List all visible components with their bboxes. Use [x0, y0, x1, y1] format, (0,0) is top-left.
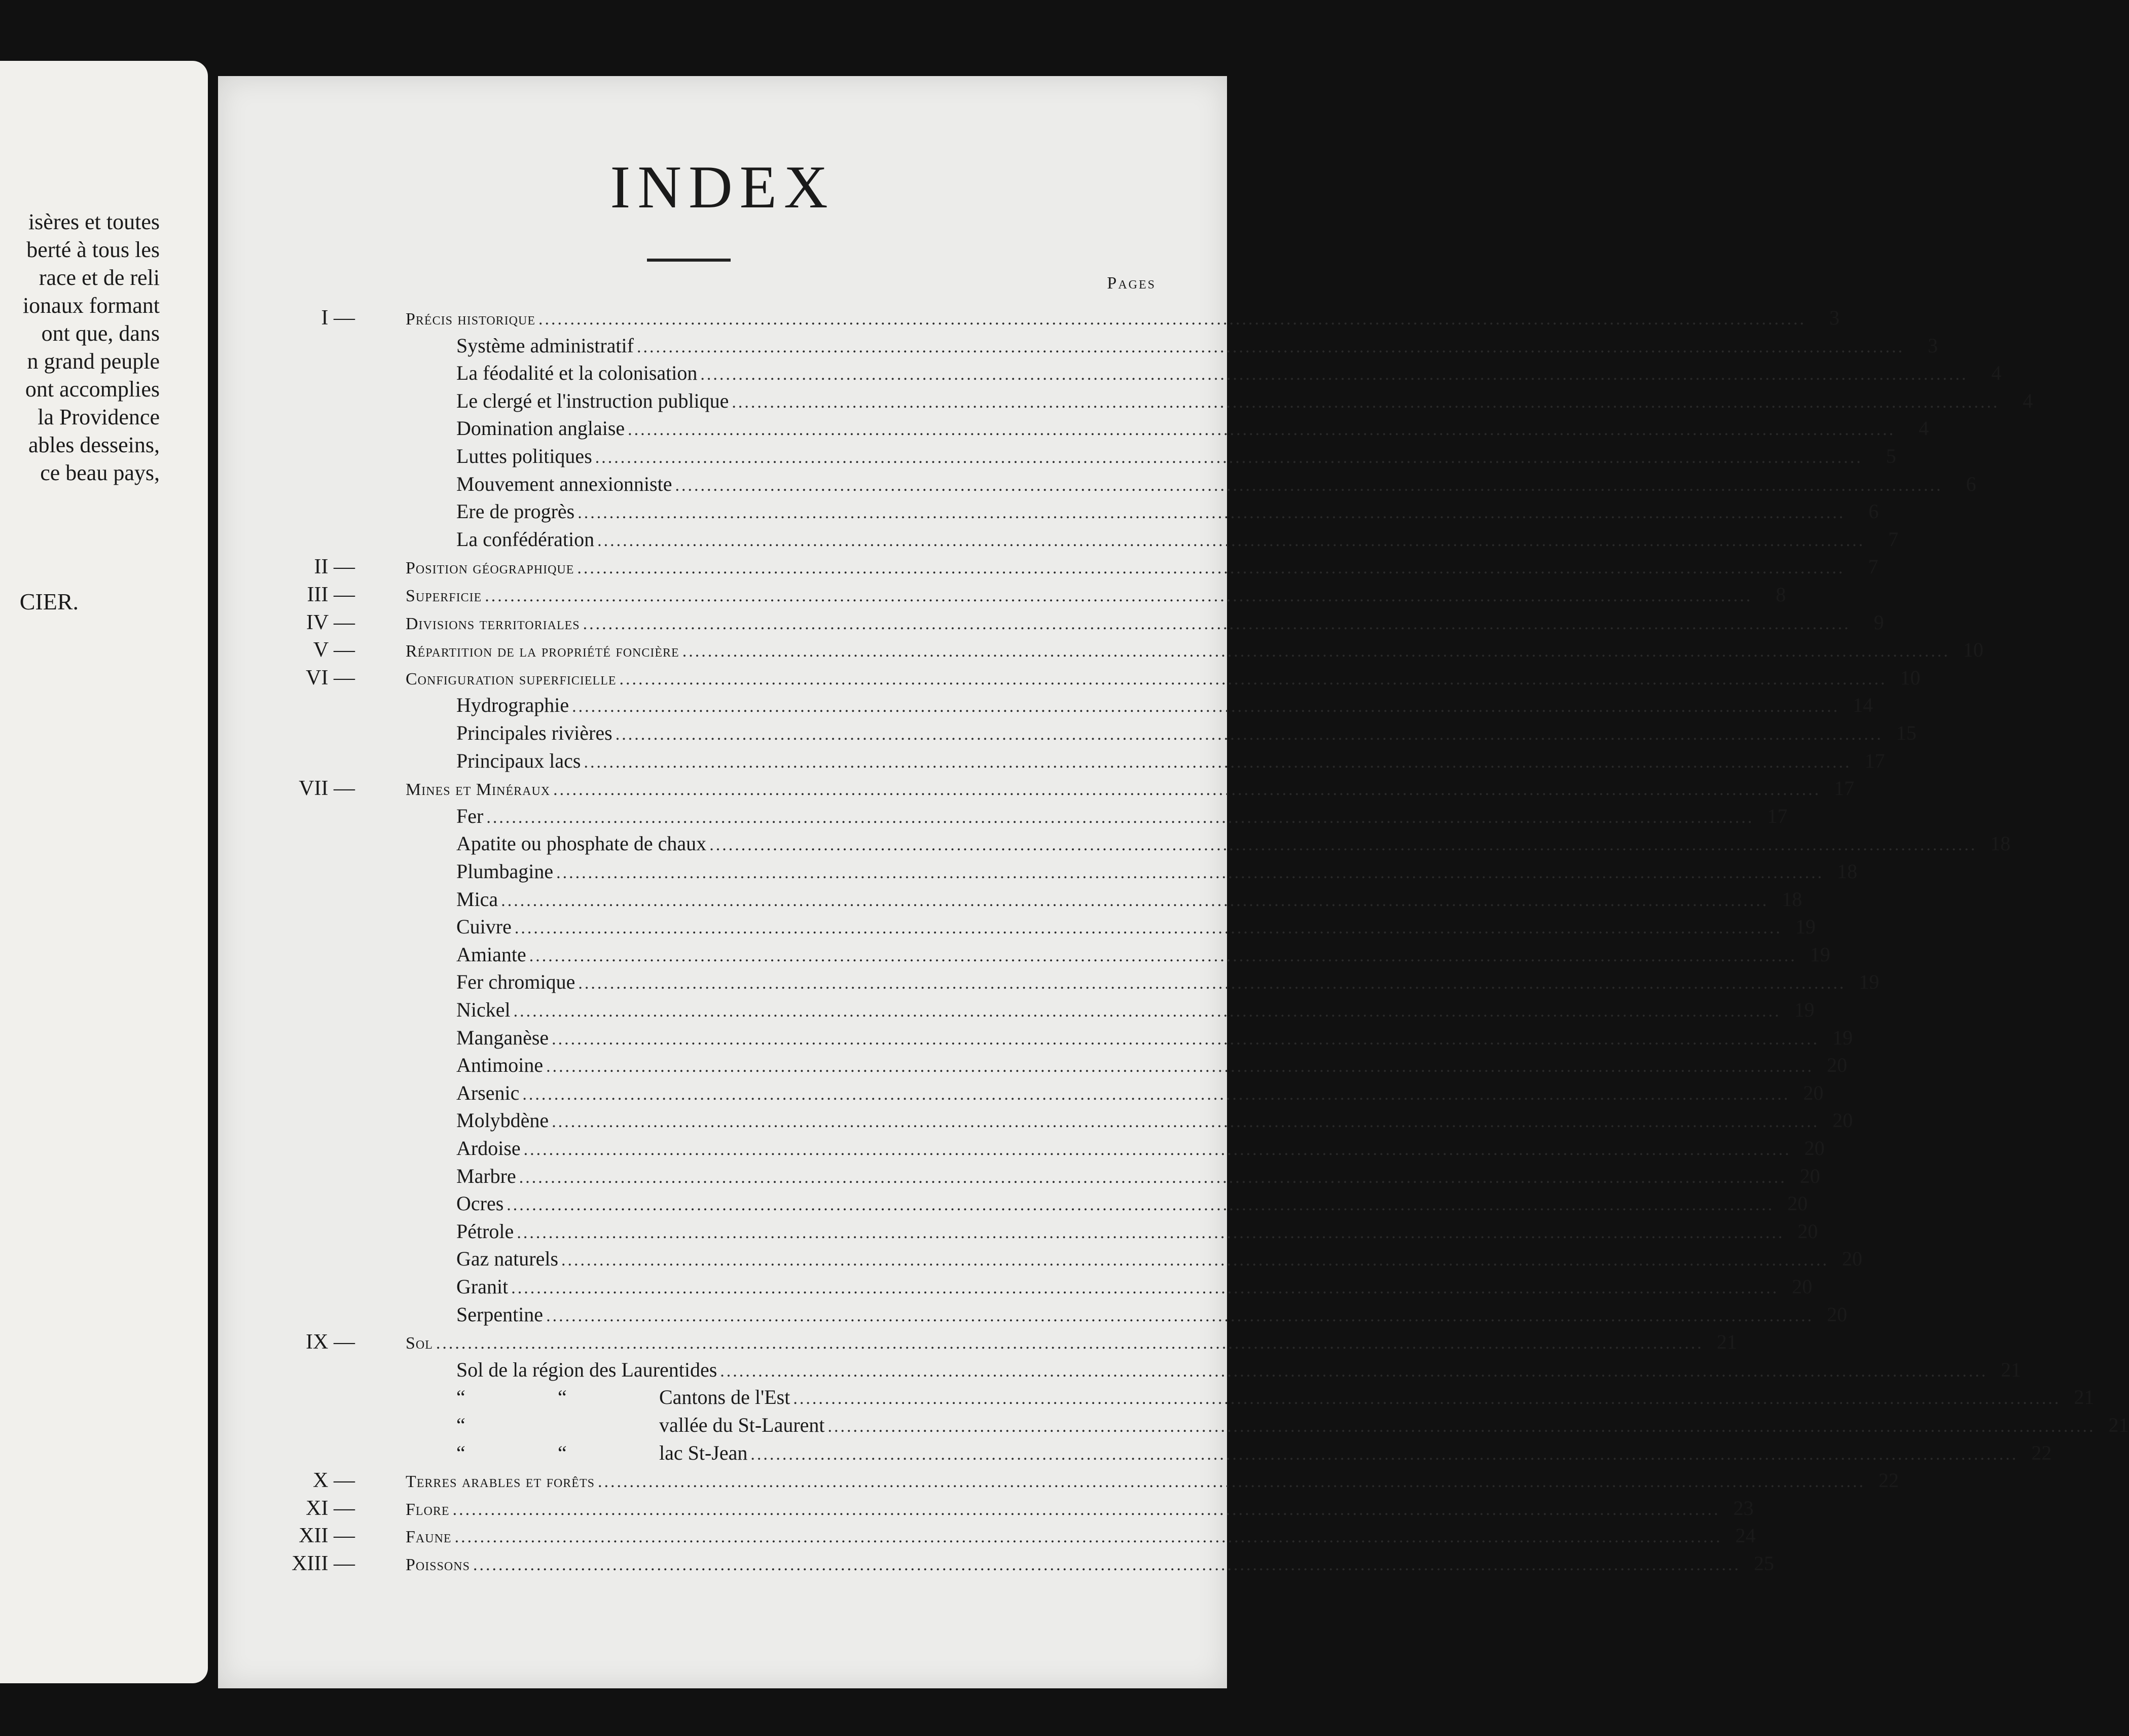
toc-entry-label: Système administratif: [456, 334, 634, 357]
toc-page-number: 21: [2001, 1358, 2022, 1381]
toc-dot-leader: ........................................................................................................................................................................................................: [486, 808, 1754, 827]
toc-dot-leader: ........................................................................................................................................................................................................: [577, 559, 1845, 578]
toc-ditto-mark: “: [456, 1386, 465, 1409]
toc-entry-label: La confédération: [456, 527, 595, 551]
toc-dot-leader: ........................................................................................................................................................................................................: [511, 1279, 1779, 1297]
toc-section-entry: [218, 1495, 1754, 1522]
toc-dot-leader: ........................................................................................................................................................................................................: [700, 365, 1968, 384]
previous-page-line: ables desseins,: [28, 432, 160, 457]
toc-subentry: [218, 1384, 2095, 1411]
toc-section-number: II —: [314, 555, 355, 579]
toc-page-number: 10: [1900, 666, 1921, 689]
toc-subentry: [218, 1079, 1824, 1107]
toc-section-entry: [218, 553, 1879, 581]
toc-section-number: XIII —: [292, 1552, 355, 1575]
title-divider: [647, 259, 731, 262]
toc-subentry: [218, 332, 1938, 359]
toc-entry-label: lac St-Jean: [659, 1441, 748, 1464]
toc-entry-label: Mica: [456, 887, 498, 911]
toc-ditto-mark: “: [558, 1441, 567, 1464]
toc-entry-label: Faune: [406, 1528, 452, 1547]
toc-entry-label: Sol de la région des Laurentides: [456, 1358, 717, 1381]
toc-dot-leader: ........................................................................................................................................................................................................: [636, 337, 1904, 356]
toc-entry-label: Mouvement annexionniste: [456, 472, 672, 495]
previous-page-line: la Providence: [38, 405, 160, 429]
toc-subentry: [218, 941, 1830, 968]
toc-page-number: 18: [1782, 887, 1802, 911]
toc-dot-leader: ........................................................................................................................................................................................................: [595, 448, 1863, 467]
toc-entry-label: Principales rivières: [456, 721, 612, 744]
toc-subentry: [218, 747, 1885, 775]
toc-dot-leader: ........................................................................................................................................................................................................: [473, 1556, 1741, 1574]
toc-subentry: [218, 858, 1858, 885]
toc-entry-label: Mines et Minéraux: [406, 780, 551, 800]
toc-subentry: [218, 443, 1896, 470]
toc-page-number: 18: [1990, 832, 2011, 855]
toc-page-number: 20: [1797, 1219, 1818, 1243]
toc-entry-label: Amiante: [456, 943, 526, 966]
toc-dot-leader: ........................................................................................................................................................................................................: [619, 669, 1887, 689]
toc-section-number: IV —: [306, 610, 355, 634]
toc-dot-leader: ........................................................................................................................................................................................................: [597, 1472, 1865, 1492]
toc-subentry: [218, 526, 1899, 553]
previous-page-line: ce beau pays,: [40, 460, 160, 485]
toc-dot-leader: ........................................................................................................................................................................................................: [546, 1306, 1814, 1325]
toc-entry-label: vallée du St-Laurent: [659, 1414, 825, 1436]
toc-entry-label: Terres arables et forêts: [406, 1472, 595, 1492]
toc-dot-leader: ........................................................................................................................................................................................................: [556, 863, 1824, 882]
toc-page-number: 20: [1842, 1247, 1863, 1271]
toc-section-number: IX —: [306, 1330, 355, 1354]
previous-page-line: ont accomplies: [25, 377, 160, 402]
toc-section-entry: [218, 1328, 1737, 1356]
toc-entry-label: Nickel: [456, 998, 511, 1021]
toc-page-number: 9: [1873, 610, 1884, 634]
toc-entry-label: Ere de progrès: [456, 500, 575, 523]
toc-page-number: 20: [1787, 1192, 1808, 1215]
toc-subentry: [218, 1052, 1848, 1079]
toc-subentry: [218, 387, 2033, 415]
toc-page-number: 20: [1832, 1109, 1853, 1132]
toc-section-entry: [218, 775, 1855, 802]
previous-page-fragment: [0, 61, 208, 1683]
previous-page-line: berté à tous les: [26, 237, 160, 262]
toc-subentry: [218, 968, 1880, 996]
previous-page-signature: CIER.: [19, 589, 79, 614]
toc-dot-leader: ........................................................................................................................................................................................................: [546, 1057, 1814, 1076]
toc-entry-label: Luttes politiques: [456, 445, 592, 467]
toc-dot-leader: ........................................................................................................................................................................................................: [501, 891, 1769, 910]
toc-dot-leader: ........................................................................................................................................................................................................: [827, 1417, 2096, 1436]
toc-page-number: 17: [1767, 804, 1788, 827]
toc-dot-leader: ........................................................................................................................................................................................................: [553, 780, 1821, 800]
toc-page-number: 8: [1776, 583, 1786, 606]
toc-subentry: [218, 996, 1815, 1024]
toc-page-number: 14: [1853, 694, 1873, 717]
toc-dot-leader: ........................................................................................................................................................................................................: [519, 1168, 1787, 1187]
previous-page-line: ionaux formant: [22, 293, 160, 318]
toc-dot-leader: ........................................................................................................................................................................................................: [628, 420, 1896, 440]
toc-entry-label: Ocres: [456, 1192, 504, 1215]
toc-section-entry: [218, 1467, 1899, 1494]
toc-section-number: V —: [313, 638, 355, 662]
toc-page-number: 20: [1803, 1081, 1824, 1104]
toc-subentry: [218, 1245, 1863, 1273]
toc-dot-leader: ........................................................................................................................................................................................................: [615, 725, 1883, 744]
toc-section-entry: [218, 609, 1884, 636]
toc-section-number: XI —: [306, 1496, 355, 1520]
toc-subentry: [218, 886, 1802, 913]
toc-dot-leader: ........................................................................................................................................................................................................: [552, 1112, 1820, 1132]
toc-dot-leader: ........................................................................................................................................................................................................: [522, 1084, 1790, 1104]
toc-subentry: [218, 1273, 1813, 1300]
toc-entry-label: Plumbagine: [456, 860, 554, 883]
toc-dot-leader: ........................................................................................................................................................................................................: [523, 1140, 1791, 1159]
toc-entry-label: Manganèse: [456, 1026, 549, 1049]
toc-dot-leader: ........................................................................................................................................................................................................: [578, 974, 1846, 993]
toc-dot-leader: ........................................................................................................................................................................................................: [572, 697, 1840, 716]
toc-page-number: 7: [1888, 527, 1899, 551]
toc-entry-label: Flore: [406, 1500, 450, 1519]
toc-dot-leader: ........................................................................................................................................................................................................: [709, 836, 1977, 855]
toc-subentry: [218, 1301, 1848, 1328]
toc-subentry: [218, 498, 1879, 525]
toc-page-number: 21: [2108, 1414, 2129, 1436]
toc-dot-leader: ........................................................................................................................................................................................................: [517, 1223, 1785, 1242]
toc-entry-label: Domination anglaise: [456, 417, 625, 440]
toc-page-number: 4: [1991, 361, 2002, 385]
toc-subentry: [218, 1190, 1808, 1217]
toc-subentry: [218, 359, 2002, 387]
toc-subentry: [218, 1356, 2022, 1384]
page-title: INDEX: [610, 153, 835, 221]
toc-entry-label: Sol: [406, 1334, 433, 1353]
toc-dot-leader: ........................................................................................................................................................................................................: [597, 531, 1865, 550]
toc-section-number: VI —: [306, 666, 355, 690]
toc-page-number: 20: [1792, 1275, 1813, 1298]
toc-page-number: 4: [1919, 417, 1929, 440]
toc-page-number: 20: [1804, 1137, 1825, 1160]
toc-section-number: X —: [313, 1469, 355, 1493]
toc-subentry: [218, 913, 1816, 941]
toc-subentry: [218, 719, 1917, 747]
toc-page-number: 4: [2023, 389, 2033, 412]
toc-page-number: 19: [1794, 998, 1815, 1021]
toc-entry-label: Poissons: [406, 1556, 470, 1574]
toc-subentry: [218, 1135, 1825, 1162]
toc-entry-label: Hydrographie: [456, 694, 569, 717]
toc-dot-leader: ........................................................................................................................................................................................................: [436, 1334, 1704, 1353]
toc-section-entry: [218, 664, 1921, 692]
toc-subentry: [218, 415, 1929, 442]
toc-dot-leader: ........................................................................................................................................................................................................: [538, 310, 1806, 329]
toc-dot-leader: ........................................................................................................................................................................................................: [529, 946, 1797, 965]
toc-page-number: 7: [1868, 555, 1879, 578]
toc-entry-label: Divisions territoriales: [406, 614, 580, 633]
toc-section-number: III —: [307, 583, 355, 606]
toc-ditto-mark: “: [558, 1386, 567, 1409]
toc-page-number: 23: [1733, 1496, 1754, 1520]
toc-dot-leader: ........................................................................................................................................................................................................: [514, 919, 1782, 938]
toc-entry-label: Apatite ou phosphate de chaux: [456, 832, 707, 855]
toc-section-number: I —: [321, 306, 355, 330]
toc-entry-label: Fer chromique: [456, 970, 575, 994]
toc-subentry: [218, 1218, 1818, 1245]
toc-dot-leader: ........................................................................................................................................................................................................: [561, 1251, 1829, 1270]
toc-page-number: 19: [1795, 915, 1816, 938]
toc-dot-leader: ........................................................................................................................................................................................................: [578, 503, 1846, 523]
toc-entry-label: Cantons de l'Est: [659, 1386, 790, 1409]
toc-entry-label: Configuration superficielle: [406, 669, 617, 689]
toc-page-number: 17: [1864, 749, 1885, 772]
toc-subentry: [218, 803, 1788, 830]
toc-page-number: 20: [1799, 1164, 1820, 1187]
toc-entry-label: Granit: [456, 1275, 509, 1298]
pages-column-header: Pages: [1107, 274, 1156, 293]
toc-dot-leader: ........................................................................................................................................................................................................: [793, 1389, 2061, 1408]
toc-page-number: 15: [1896, 721, 1917, 744]
toc-entry-label: Arsenic: [456, 1081, 520, 1104]
previous-page-line: ont que, dans: [41, 321, 160, 346]
toc-entry-label: Principaux lacs: [456, 749, 581, 772]
toc-entry-label: La féodalité et la colonisation: [456, 361, 698, 385]
toc-dot-leader: ........................................................................................................................................................................................................: [732, 392, 2000, 412]
toc-entry-label: Pétrole: [456, 1219, 514, 1243]
toc-subentry: [218, 1412, 2129, 1439]
toc-dot-leader: ........................................................................................................................................................................................................: [485, 587, 1753, 605]
toc-page-number: 21: [1716, 1330, 1737, 1354]
toc-page-number: 21: [2074, 1386, 2095, 1409]
toc-dot-leader: ........................................................................................................................................................................................................: [720, 1361, 1988, 1381]
toc-entry-label: Gaz naturels: [456, 1247, 559, 1271]
toc-entry-label: Molybdène: [456, 1109, 549, 1132]
toc-subentry: [218, 1024, 1853, 1052]
toc-page-number: 19: [1859, 970, 1880, 994]
toc-subentry: [218, 471, 1976, 498]
toc-dot-leader: ........................................................................................................................................................................................................: [454, 1528, 1722, 1547]
previous-page-text: [23, 208, 160, 487]
toc-section-entry: [218, 636, 1983, 664]
toc-subentry: [218, 1163, 1820, 1190]
toc-subentry: [218, 1439, 2052, 1467]
toc-entry-label: Fer: [456, 804, 484, 827]
toc-page-number: 22: [2031, 1441, 2052, 1464]
toc-section-entry: [218, 581, 1786, 608]
toc-section-number: VII —: [299, 777, 355, 801]
toc-entry-label: Serpentine: [456, 1303, 544, 1326]
toc-page-number: 5: [1886, 445, 1896, 467]
toc-dot-leader: ........................................................................................................................................................................................................: [552, 1029, 1820, 1048]
toc-entry-label: Superficie: [406, 587, 482, 605]
toc-entry-label: Répartition de la propriété foncière: [406, 642, 679, 661]
toc-entry-label: Ardoise: [456, 1137, 521, 1160]
toc-dot-leader: ........................................................................................................................................................................................................: [452, 1500, 1720, 1519]
toc-section-entry: [218, 304, 1839, 332]
toc-dot-leader: ........................................................................................................................................................................................................: [750, 1444, 2018, 1464]
toc-entry-label: Antimoine: [456, 1054, 544, 1077]
toc-ditto-mark: “: [456, 1441, 465, 1464]
toc-page-number: 19: [1810, 943, 1830, 966]
toc-section-number: XII —: [299, 1524, 355, 1548]
toc-dot-leader: ........................................................................................................................................................................................................: [507, 1196, 1775, 1215]
toc-dot-leader: ........................................................................................................................................................................................................: [682, 642, 1950, 661]
toc-section-entry: [218, 1550, 1774, 1577]
toc-entry-label: Précis historique: [406, 310, 535, 329]
toc-page-number: 17: [1834, 777, 1855, 800]
toc-entry-label: Cuivre: [456, 915, 512, 938]
toc-entry-label: Marbre: [456, 1164, 516, 1187]
toc-page-number: 6: [1966, 472, 1976, 495]
toc-subentry: [218, 830, 2011, 857]
toc-page-number: 19: [1832, 1026, 1853, 1049]
toc-page-number: 25: [1753, 1552, 1774, 1575]
toc-ditto-mark: “: [456, 1414, 465, 1436]
toc-page-number: 20: [1827, 1054, 1848, 1077]
previous-page-line: isères et toutes: [28, 209, 160, 234]
toc-page-number: 20: [1827, 1303, 1848, 1326]
toc-dot-leader: ........................................................................................................................................................................................................: [513, 1002, 1781, 1021]
index-page: [218, 76, 2129, 1688]
toc-entry-label: Le clergé et l'instruction publique: [456, 389, 729, 412]
toc-dot-leader: ........................................................................................................................................................................................................: [583, 614, 1851, 633]
toc-page-number: 3: [1927, 334, 1938, 357]
toc-page-number: 10: [1963, 638, 1983, 662]
toc-page-number: 22: [1878, 1469, 1899, 1492]
previous-page-line: n grand peuple: [27, 349, 160, 374]
toc-ditto-mark: [558, 1412, 659, 1439]
toc-page-number: 3: [1829, 306, 1839, 329]
toc-page-number: 18: [1837, 860, 1858, 883]
toc-entry-label: Position géographique: [406, 559, 574, 578]
toc-subentry: [218, 692, 1873, 719]
toc-page-number: 24: [1735, 1524, 1756, 1547]
toc-page-number: 6: [1868, 500, 1879, 523]
previous-page-line: race et de reli: [39, 265, 160, 290]
toc-subentry: [218, 1107, 1853, 1134]
toc-dot-leader: ........................................................................................................................................................................................................: [675, 476, 1943, 495]
toc-dot-leader: ........................................................................................................................................................................................................: [584, 752, 1852, 772]
toc-section-entry: [218, 1522, 1756, 1549]
